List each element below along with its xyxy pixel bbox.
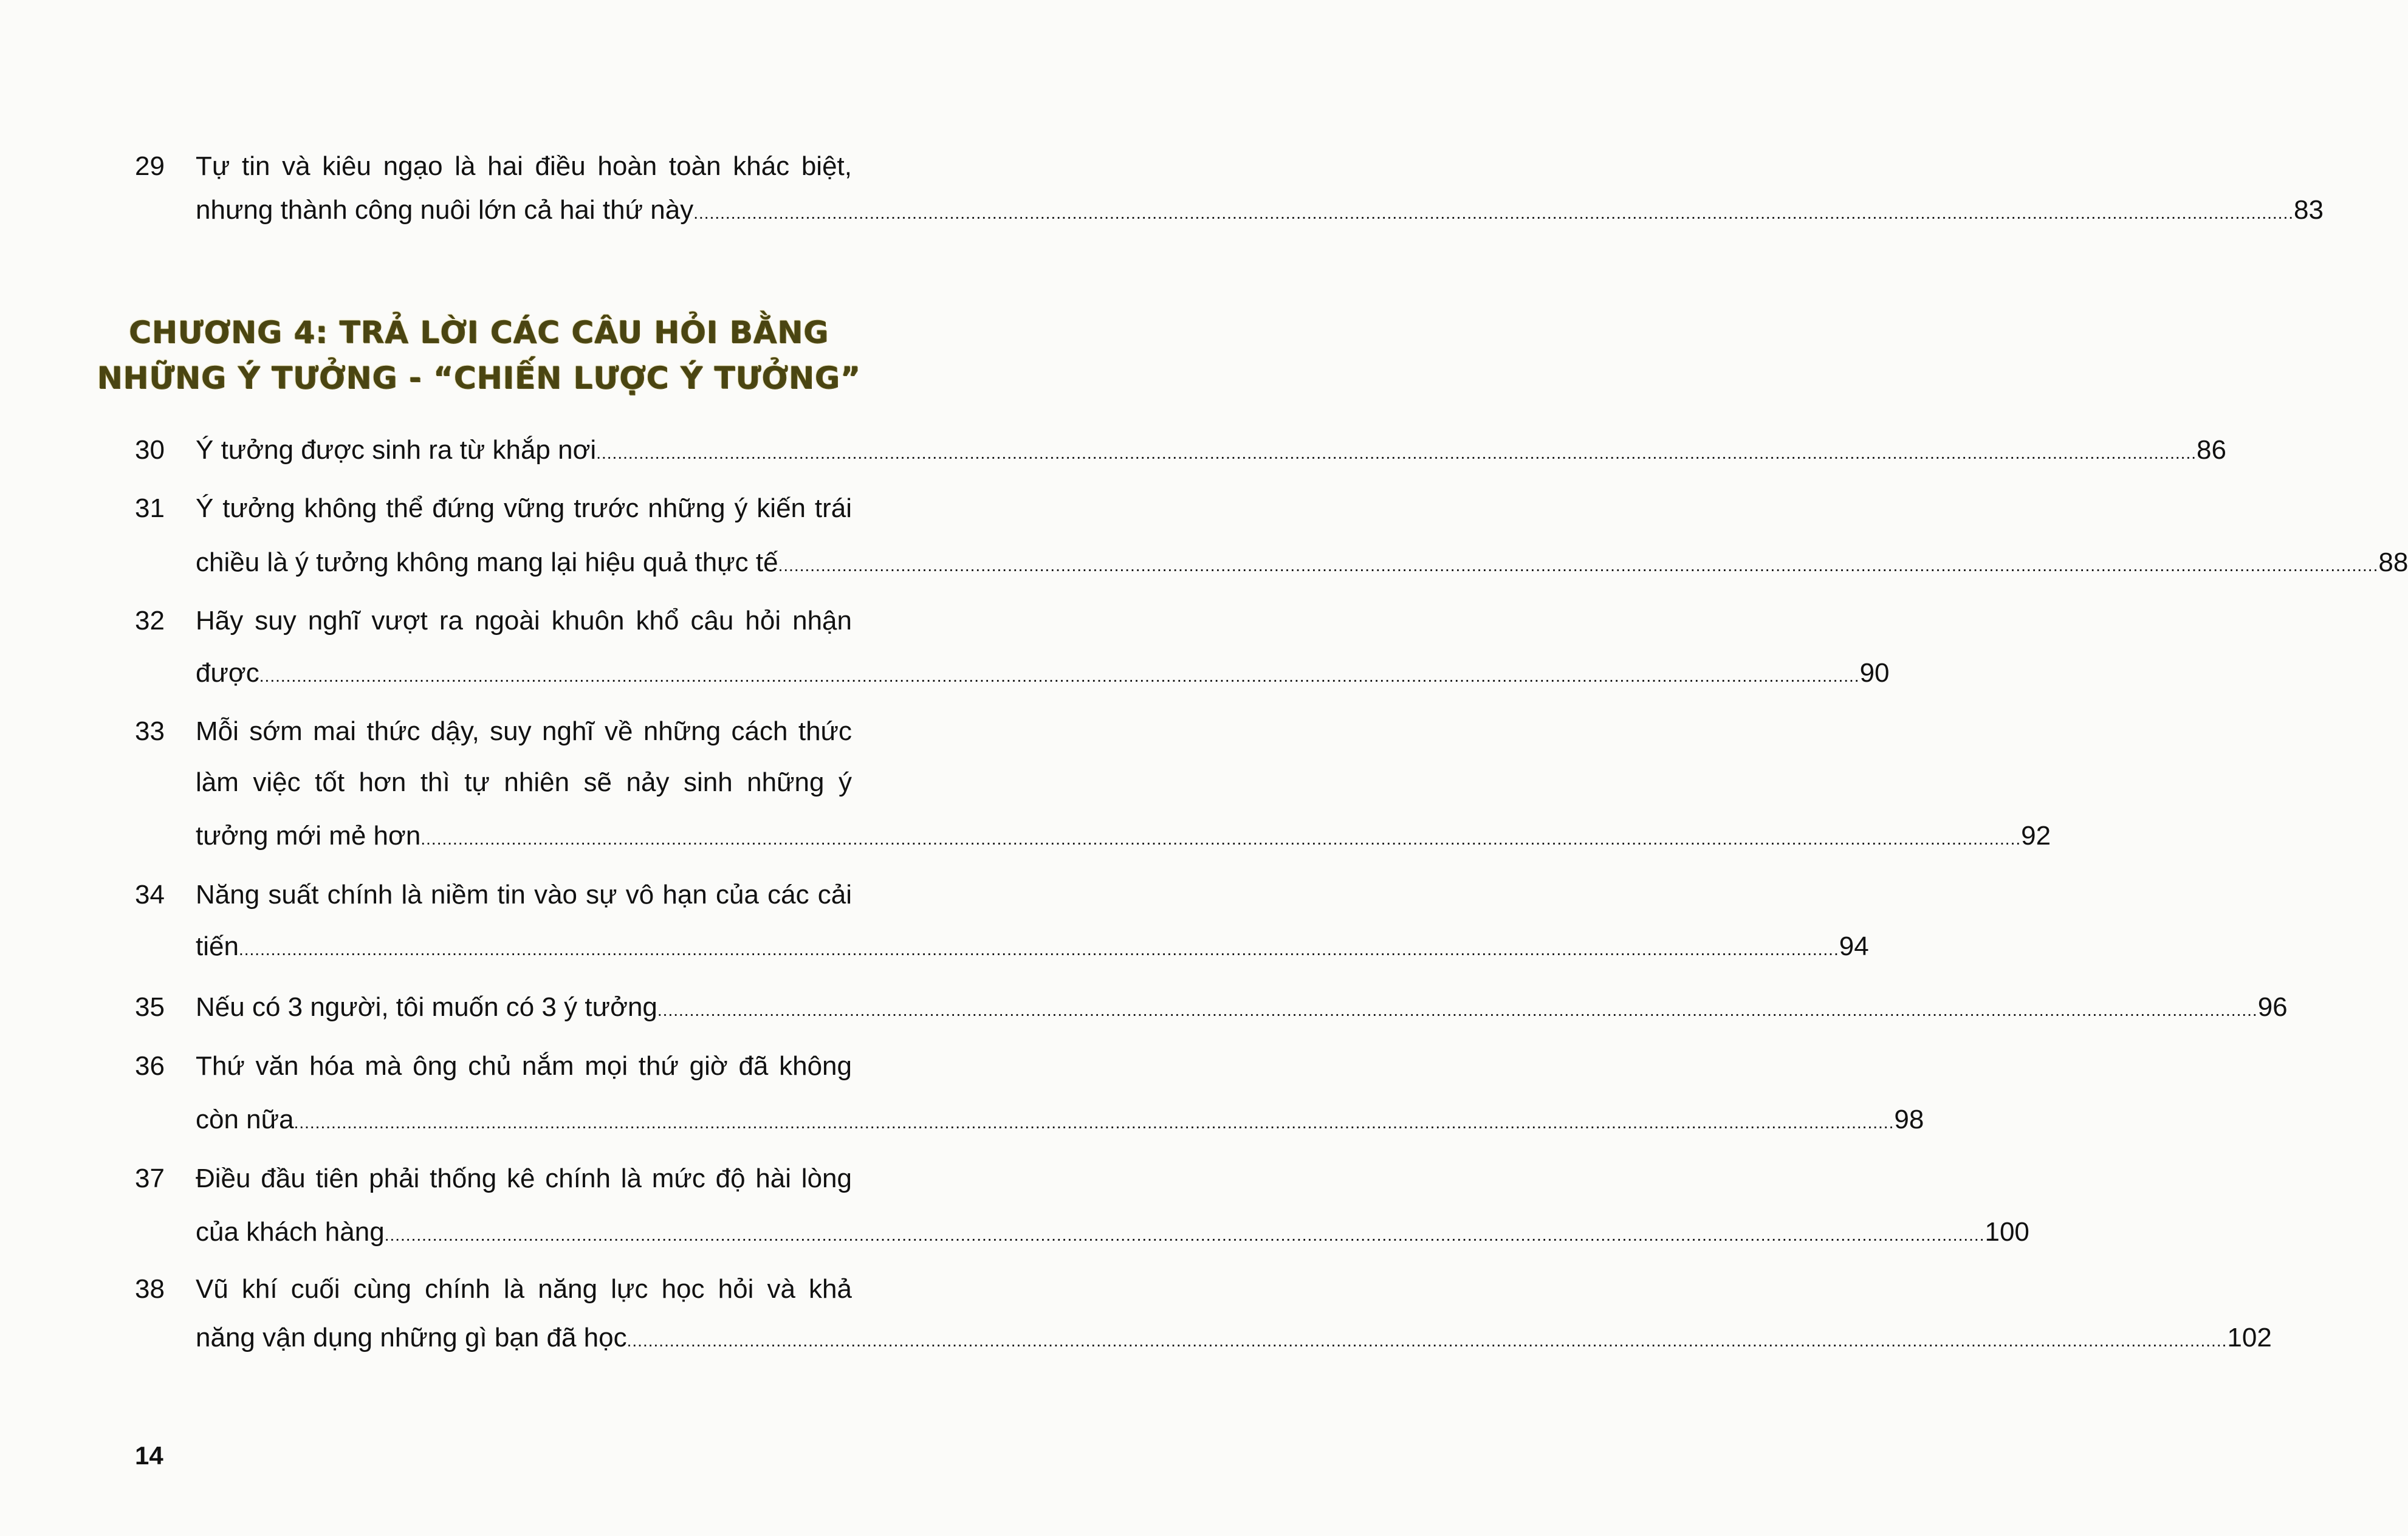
entry-title-text: nhưng thành công nuôi lớn cả hai thứ này [196,195,694,225]
entry-title-line: Vũ khí cuối cùng chính là năng lực học hỏi và khả [196,1274,852,1304]
entry-number: 34 [135,880,165,910]
entry-title-text: Nếu có 3 người, tôi muốn có 3 ý tưởng [196,992,657,1022]
chapter-title-line-2: NHỮNG Ý TƯỞNG - “CHIẾN LƯỢC Ý TƯỞNG” [97,360,861,396]
entry-page-number: 86 [2197,435,2226,465]
dot-leader: ............................................................................................................................................................................................................................................................................................................ [420,829,2022,848]
entry-title-line [196,432,2226,471]
dot-leader: ............................................................................................................................................................................................................................................................................................................ [626,1331,2228,1350]
entry-number: 30 [135,435,165,465]
entry-title-line: Thứ văn hóa mà ông chủ nắm mọi thứ giờ đã không [196,1051,852,1081]
entry-page-number: 102 [2227,1323,2272,1353]
entry-title-line [196,544,2408,584]
entry-title-line [196,818,2051,857]
dot-leader: ............................................................................................................................................................................................................................................................................................................ [596,444,2197,462]
entry-title-line [196,192,2324,231]
entry-title-text: còn nữa [196,1105,294,1134]
entry-number: 36 [135,1051,165,1081]
entry-number: 35 [135,992,165,1022]
entry-page-number: 94 [1839,931,1869,961]
dot-leader: ............................................................................................................................................................................................................................................................................................................ [657,1001,2258,1020]
entry-title-line: Hãy suy nghĩ vượt ra ngoài khuôn khổ câu hỏi nhận [196,606,852,636]
dot-leader: ............................................................................................................................................................................................................................................................................................................ [238,940,1839,959]
entry-title-line: Tự tin và kiêu ngạo là hai điều hoàn toàn khác biệt, [196,151,852,181]
entry-number: 31 [135,493,165,523]
entry-title-text: chiều là ý tưởng không mang lại hiệu quả thực tế [196,547,778,577]
entry-number: 32 [135,606,165,636]
entry-number: 37 [135,1164,165,1193]
entry-title-line: Mỗi sớm mai thức dậy, suy nghĩ về những cách thức [196,716,852,746]
entry-number: 38 [135,1274,165,1304]
entry-title-line: Điều đầu tiên phải thống kê chính là mức độ hài lòng [196,1164,852,1193]
entry-title-text: của khách hàng [196,1217,385,1247]
entry-title-text: được [196,658,259,688]
entry-title-line [196,989,2288,1029]
entry-title-text: năng vận dụng những gì bạn đã học [196,1323,627,1353]
entry-title-text: Ý tưởng được sinh ra từ khắp nơi [196,435,597,465]
dot-leader: ............................................................................................................................................................................................................................................................................................................ [778,556,2379,575]
entry-title-line [196,655,1890,694]
dot-leader: ............................................................................................................................................................................................................................................................................................................ [693,204,2294,222]
entry-page-number: 100 [1984,1217,2029,1247]
entry-title-line: làm việc tốt hơn thì tự nhiên sẽ nảy sinh những ý [196,767,852,797]
entry-title-line: Ý tưởng không thể đứng vững trước những ý kiến trái [196,493,852,523]
page-number: 14 [135,1441,163,1470]
entry-page-number: 83 [2294,195,2324,225]
chapter-title-line-1: CHƯƠNG 4: TRẢ LỜI CÁC CÂU HỎI BẰNG [128,315,829,350]
entry-title-line [196,928,1869,968]
entry-page-number: 88 [2378,547,2408,577]
entry-number: 33 [135,716,165,746]
entry-page-number: 96 [2257,992,2288,1022]
entry-title-line [196,1320,2272,1359]
dot-leader: ............................................................................................................................................................................................................................................................................................................ [259,667,1860,685]
entry-page-number: 92 [2021,821,2051,851]
entry-page-number: 90 [1859,658,1890,688]
entry-number: 29 [135,151,165,181]
entry-title-line [196,1214,2029,1253]
entry-title-line: Năng suất chính là niềm tin vào sự vô hạn của các cải [196,880,852,910]
entry-page-number: 98 [1894,1105,1924,1134]
entry-title-line [196,1102,1924,1141]
dot-leader: ............................................................................................................................................................................................................................................................................................................ [293,1113,1895,1132]
dot-leader: ............................................................................................................................................................................................................................................................................................................ [384,1226,1985,1244]
entry-title-text: tưởng mới mẻ hơn [196,821,421,851]
entry-title-text: tiến [196,931,239,961]
